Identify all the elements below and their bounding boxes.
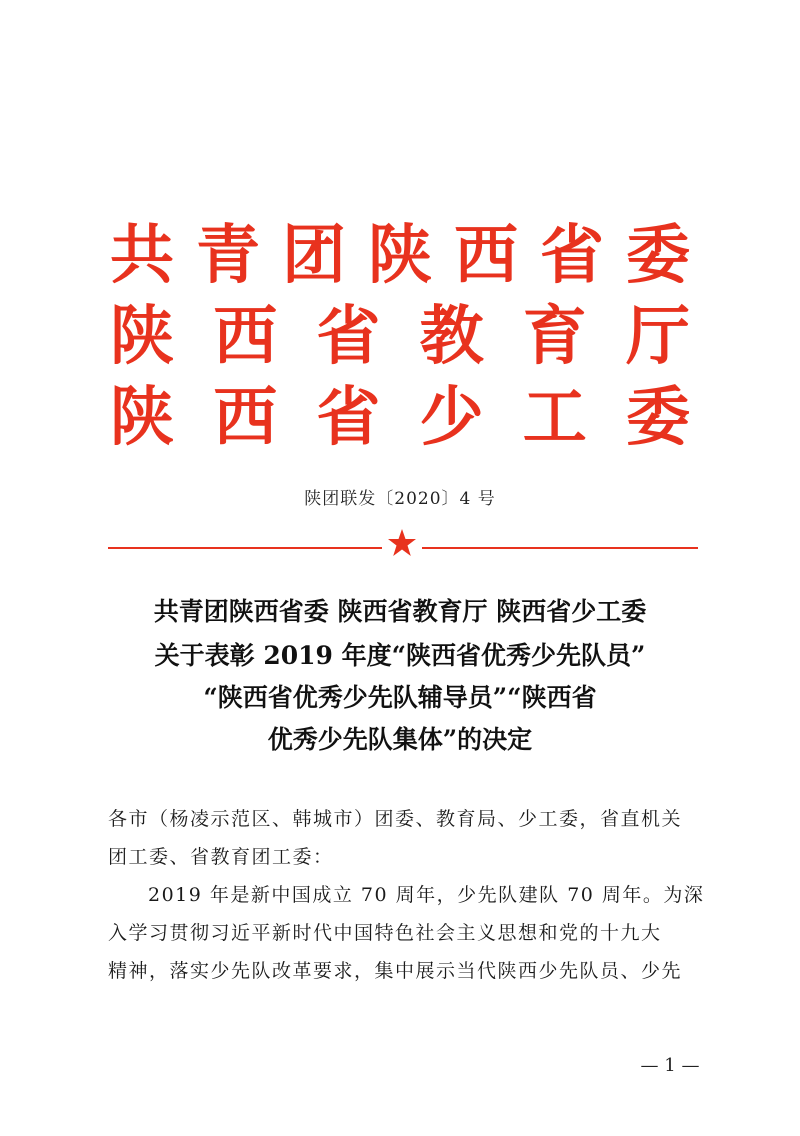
page-number: — 1 — xyxy=(640,1055,700,1076)
issuer-char: 委 xyxy=(626,219,690,293)
issuer-char: 西 xyxy=(213,381,278,455)
issuer-char: 厅 xyxy=(625,300,690,374)
document-title-line: 优秀少先队集体”的决定 xyxy=(267,725,533,754)
issuer-char: 委 xyxy=(625,381,690,455)
issuer-char: 青 xyxy=(196,219,260,293)
issuer-char: 教 xyxy=(419,300,484,374)
issuer-char: 少 xyxy=(419,381,484,455)
document-title-line: 关于表彰 2019 年度“陕西省优秀少先队员” xyxy=(154,641,646,670)
document-title-line: 共青团陕西省委 陕西省教育厅 陕西省少工委 xyxy=(153,597,647,626)
issuer-line-education-dept xyxy=(110,297,690,377)
issuer-char: 工 xyxy=(522,381,587,455)
paragraph-line: 入学习贯彻习近平新时代中国特色社会主义思想和党的十九大 xyxy=(108,922,662,944)
salutation-line: 各市（杨凌示范区、韩城市）团委、教育局、少工委，省直机关 xyxy=(108,808,683,830)
issuer-char: 陕 xyxy=(110,381,174,455)
document-number: 陕团联发〔2020〕4 号 xyxy=(304,489,496,509)
red-divider-right xyxy=(422,547,698,549)
document-title-line: “陕西省优秀少先队辅导员”“陕西省 xyxy=(203,683,597,712)
paragraph-line: 精神，落实少先队改革要求，集中展示当代陕西少先队员、少先 xyxy=(108,960,683,982)
issuer-char: 共 xyxy=(110,219,174,293)
issuer-char: 陕 xyxy=(110,300,174,374)
issuer-char: 西 xyxy=(213,300,278,374)
issuer-char: 育 xyxy=(522,300,587,374)
red-divider-left xyxy=(108,547,382,549)
issuer-char: 西 xyxy=(454,219,518,293)
issuer-char: 省 xyxy=(316,300,381,374)
salutation-line: 团工委、省教育团工委： xyxy=(108,846,334,868)
issuer-char: 省 xyxy=(316,381,381,455)
issuer-char: 团 xyxy=(282,219,346,293)
red-star-icon xyxy=(387,528,417,558)
issuer-char: 省 xyxy=(540,219,604,293)
issuer-line-youth-league xyxy=(110,216,690,296)
issuer-line-pioneers-committee xyxy=(110,378,690,458)
issuer-char: 陕 xyxy=(368,219,432,293)
paragraph-line: 2019 年是新中国成立 70 周年，少先队建队 70 周年。为深 xyxy=(148,884,705,906)
